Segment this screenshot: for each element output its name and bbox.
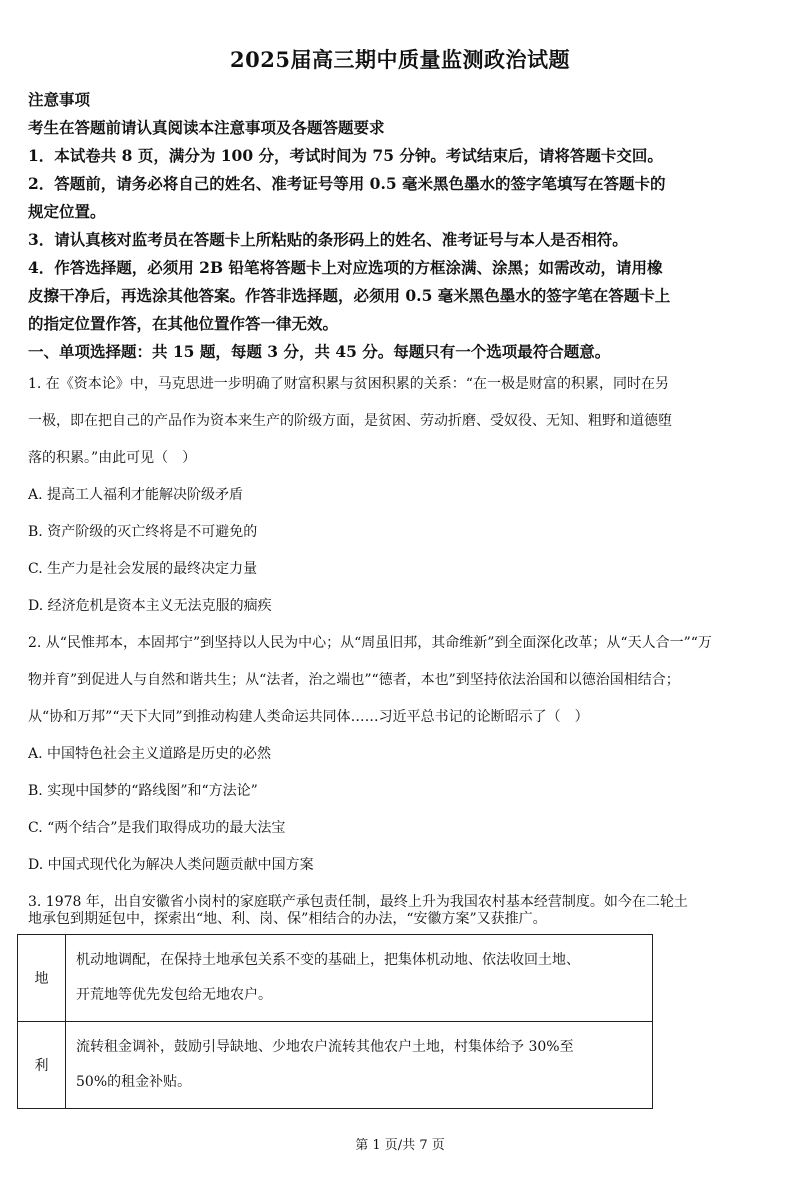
option-c: C. 生产力是社会发展的最终决定力量: [28, 561, 258, 577]
notice-item-line: 的指定位置作答，在其他位置作答一律无效。: [28, 314, 339, 333]
table-row-line: 50%的租金补贴。: [76, 1074, 192, 1090]
notice-item-line: 1．本试卷共 8 页，满分为 100 分，考试时间为 75 分钟。考试结束后，请将答题卡交回。: [28, 146, 663, 165]
notice-intro: 考生在答题前请认真阅读本注意事项及各题答题要求: [28, 118, 385, 137]
option-d: D. 中国式现代化为解决人类问题贡献中国方案: [28, 857, 314, 873]
notice-item-line: 4．作答选择题，必须用 2B 铅笔将答题卡上对应选项的方框涂满、涂黑；如需改动，请用橡: [28, 258, 663, 277]
notice-item-line: 规定位置。: [28, 202, 106, 221]
section-heading: 一、单项选择题：共 15 题，每题 3 分，共 45 分。每题只有一个选项最符合题意。: [28, 342, 611, 361]
question-text-line: 物并育”到促进人与自然和谐共生；从“法者，治之端也”“德者，本也”到坚持依法治国和以德治国相结合；: [28, 672, 680, 688]
question-text-line: 落的积累。”由此可见（ ）: [28, 450, 197, 466]
option-b: B. 实现中国梦的“路线图”和“方法论”: [28, 783, 258, 799]
table-row: [18, 1022, 653, 1109]
table-row-line: 流转租金调补，鼓励引导缺地、少地农户流转其他农户土地，村集体给予 30%至: [76, 1039, 574, 1055]
table-row: [18, 935, 653, 1022]
question-text-line: 一极，即在把自己的产品作为资本来生产的阶级方面，是贫困、劳动折磨、受奴役、无知、粗野和道德堕: [28, 413, 672, 429]
question-text-line: 地承包到期延包中，探索出“地、利、岗、保”相结合的办法，“安徽方案”又获推广。: [28, 911, 547, 927]
page-footer: 第 1 页/共 7 页: [355, 1138, 445, 1153]
option-a: A. 提高工人福利才能解决阶级矛盾: [28, 487, 244, 503]
option-c: C. “两个结合”是我们取得成功的最大法宝: [28, 820, 286, 836]
table-row-content: [66, 1022, 653, 1109]
table-row-line: 机动地调配，在保持土地承包关系不变的基础上，把集体机动地、依法收回土地、: [76, 952, 580, 968]
table-row-key: 地: [18, 935, 66, 1022]
option-a: A. 中国特色社会主义道路是历史的必然: [28, 746, 272, 762]
question-text-line: 3. 1978 年，出自安徽省小岗村的家庭联产承包责任制，最终上升为我国农村基本经营制度。如今在二轮土: [28, 894, 688, 910]
exam-title: 2025届高三期中质量监测政治试题: [230, 47, 570, 72]
notice-item-line: 皮擦干净后，再选涂其他答案。作答非选择题，必须用 0.5 毫米黑色墨水的签字笔在答题卡上: [28, 286, 671, 305]
question-text-line: 2. 从“民惟邦本，本固邦宁”到坚持以人民为中心；从“周虽旧邦，其命维新”到全面深化改革；从“天人合一”“万: [28, 635, 712, 651]
table-row-content: [66, 935, 653, 1022]
table-row-line: 开荒地等优先发包给无地农户。: [76, 987, 272, 1003]
table-row-key: 利: [18, 1022, 66, 1109]
option-d: D. 经济危机是资本主义无法克服的痼疾: [28, 598, 272, 614]
notice-item-line: 3．请认真核对监考员在答题卡上所粘贴的条形码上的姓名、准考证号与本人是否相符。: [28, 230, 628, 249]
question-text-line: 1. 在《资本论》中，马克思进一步明确了财富积累与贫困积累的关系：“在一极是财富的积累，同时在另: [28, 376, 669, 392]
notice-heading: 注意事项: [28, 90, 91, 109]
option-b: B. 资产阶级的灭亡终将是不可避免的: [28, 524, 258, 540]
notice-item-line: 2．答题前，请务必将自己的姓名、准考证号等用 0.5 毫米黑色墨水的签字笔填写在答题卡的: [28, 174, 666, 193]
anhui-plan-table: [17, 934, 653, 1109]
question-text-line: 从“协和万邦”“天下大同”到推动构建人类命运共同体……习近平总书记的论断昭示了（ ）: [28, 709, 589, 725]
